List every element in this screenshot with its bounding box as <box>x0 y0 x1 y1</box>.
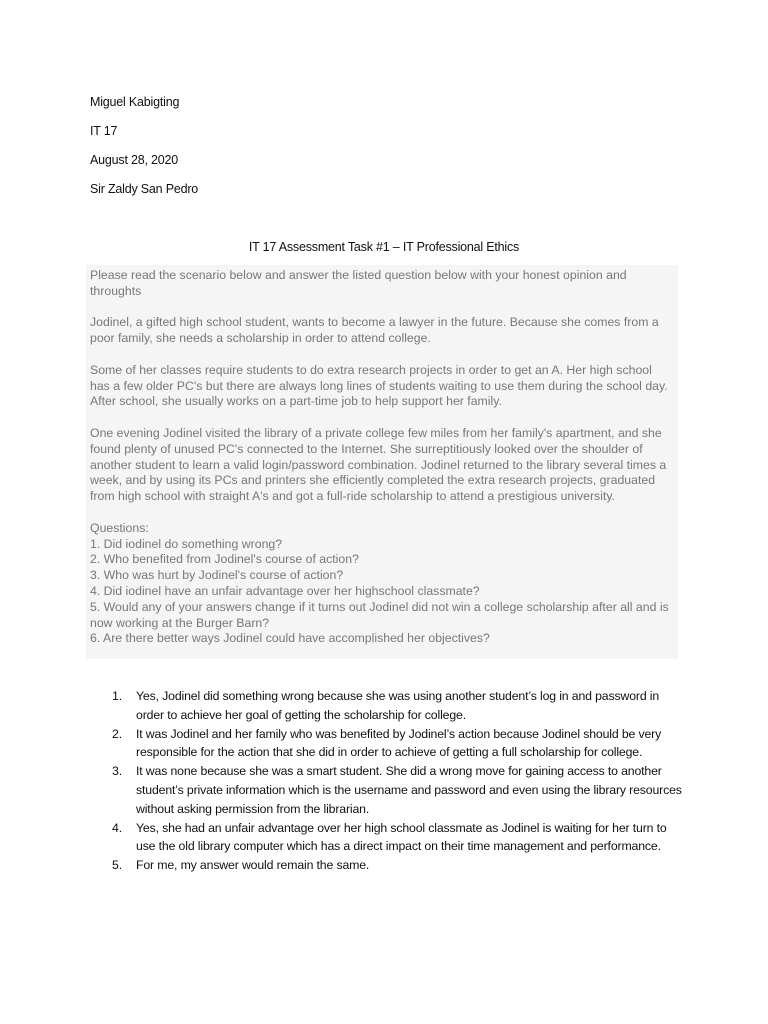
scenario-paragraph-3: One evening Jodinel visited the library of a private college few miles from her family's apartment, and she found plenty of unused PC's connected to the Internet. She surreptitiously looked over the shoulder of another student to learn a valid login/password combination. Jodinel returned to the library several times a week, and by using its PCs and printers she efficiently completed the extra research projects, graduated from high school with straight A's and got a full-ride scholarship to attend a prestigious university. <box>90 425 667 504</box>
scenario-instructions: Please read the scenario below and answer the listed question below with your honest opinion and throughts <box>90 268 627 298</box>
question-item: 4. Did iodinel have an unfair advantage over her highschool classmate? <box>90 583 480 598</box>
answer-text: It was Jodinel and her family who was benefited by Jodinel’s action because Jodinel should be very responsible for the action that she did in order to achieve of getting a full scholarship for college. <box>136 726 662 760</box>
question-item: 3. Who was hurt by Jodinel's course of action? <box>90 568 344 583</box>
scenario-box <box>86 265 678 659</box>
answer-item <box>104 762 684 818</box>
question-item: 6. Are there better ways Jodinel could have accomplished her objectives? <box>90 631 490 646</box>
course-code: IT 17 <box>90 124 118 138</box>
question-item: 2. Who benefited from Jodinel's course of action? <box>90 552 359 567</box>
answer-item <box>104 725 684 763</box>
answer-text: For me, my answer would remain the same. <box>136 858 370 873</box>
answer-number: 1. <box>112 689 122 703</box>
answer-text: Yes, Jodinel did something wrong because she was using another student’s log in and password in order to achieve her goal of getting the scholarship for college. <box>136 689 660 722</box>
answer-item <box>104 819 684 857</box>
questions-heading: Questions: <box>90 520 149 535</box>
answer-text: It was none because she was a smart student. She did a wrong move for gaining access to another student’s private information which is the username and password and even using the library resources without asking permission from the librarian. <box>136 764 682 816</box>
answer-number: 4. <box>112 820 122 835</box>
answer-number: 3. <box>112 764 122 779</box>
question-item: 5. Would any of your answers change if it turns out Jodinel did not win a college scholarship after all and is now working at the Burger Barn? <box>90 599 669 630</box>
scenario-paragraph-1: Jodinel, a gifted high school student, wants to become a lawyer in the future. Because she comes from a poor family, she needs a scholarship in order to attend college. <box>90 315 659 346</box>
submission-date: August 28, 2020 <box>90 153 179 167</box>
answer-number: 2. <box>112 726 122 741</box>
questions-block <box>90 521 674 647</box>
answer-text: Yes, she had an unfair advantage over her high school classmate as Jodinel is waiting for her turn to use the old library computer which has a direct impact on their time management and performance. <box>136 820 667 854</box>
answers-list <box>104 687 684 875</box>
answer-item <box>104 856 684 875</box>
answer-item <box>104 687 684 725</box>
question-item: 1. Did iodinel do something wrong? <box>90 536 283 551</box>
instructor-name: Sir Zaldy San Pedro <box>90 182 199 196</box>
student-name: Miguel Kabigting <box>90 95 180 109</box>
document-title: IT 17 Assessment Task #1 – IT Professional Ethics <box>248 240 520 254</box>
scenario-paragraph-2: Some of her classes require students to do extra research projects in order to get an A. Her high school has a few older PC's but there are always long lines of students waiting to use them during the school day. After school, she usually works on a part-time job to help support her family. <box>90 362 668 409</box>
answer-number: 5. <box>112 858 122 873</box>
